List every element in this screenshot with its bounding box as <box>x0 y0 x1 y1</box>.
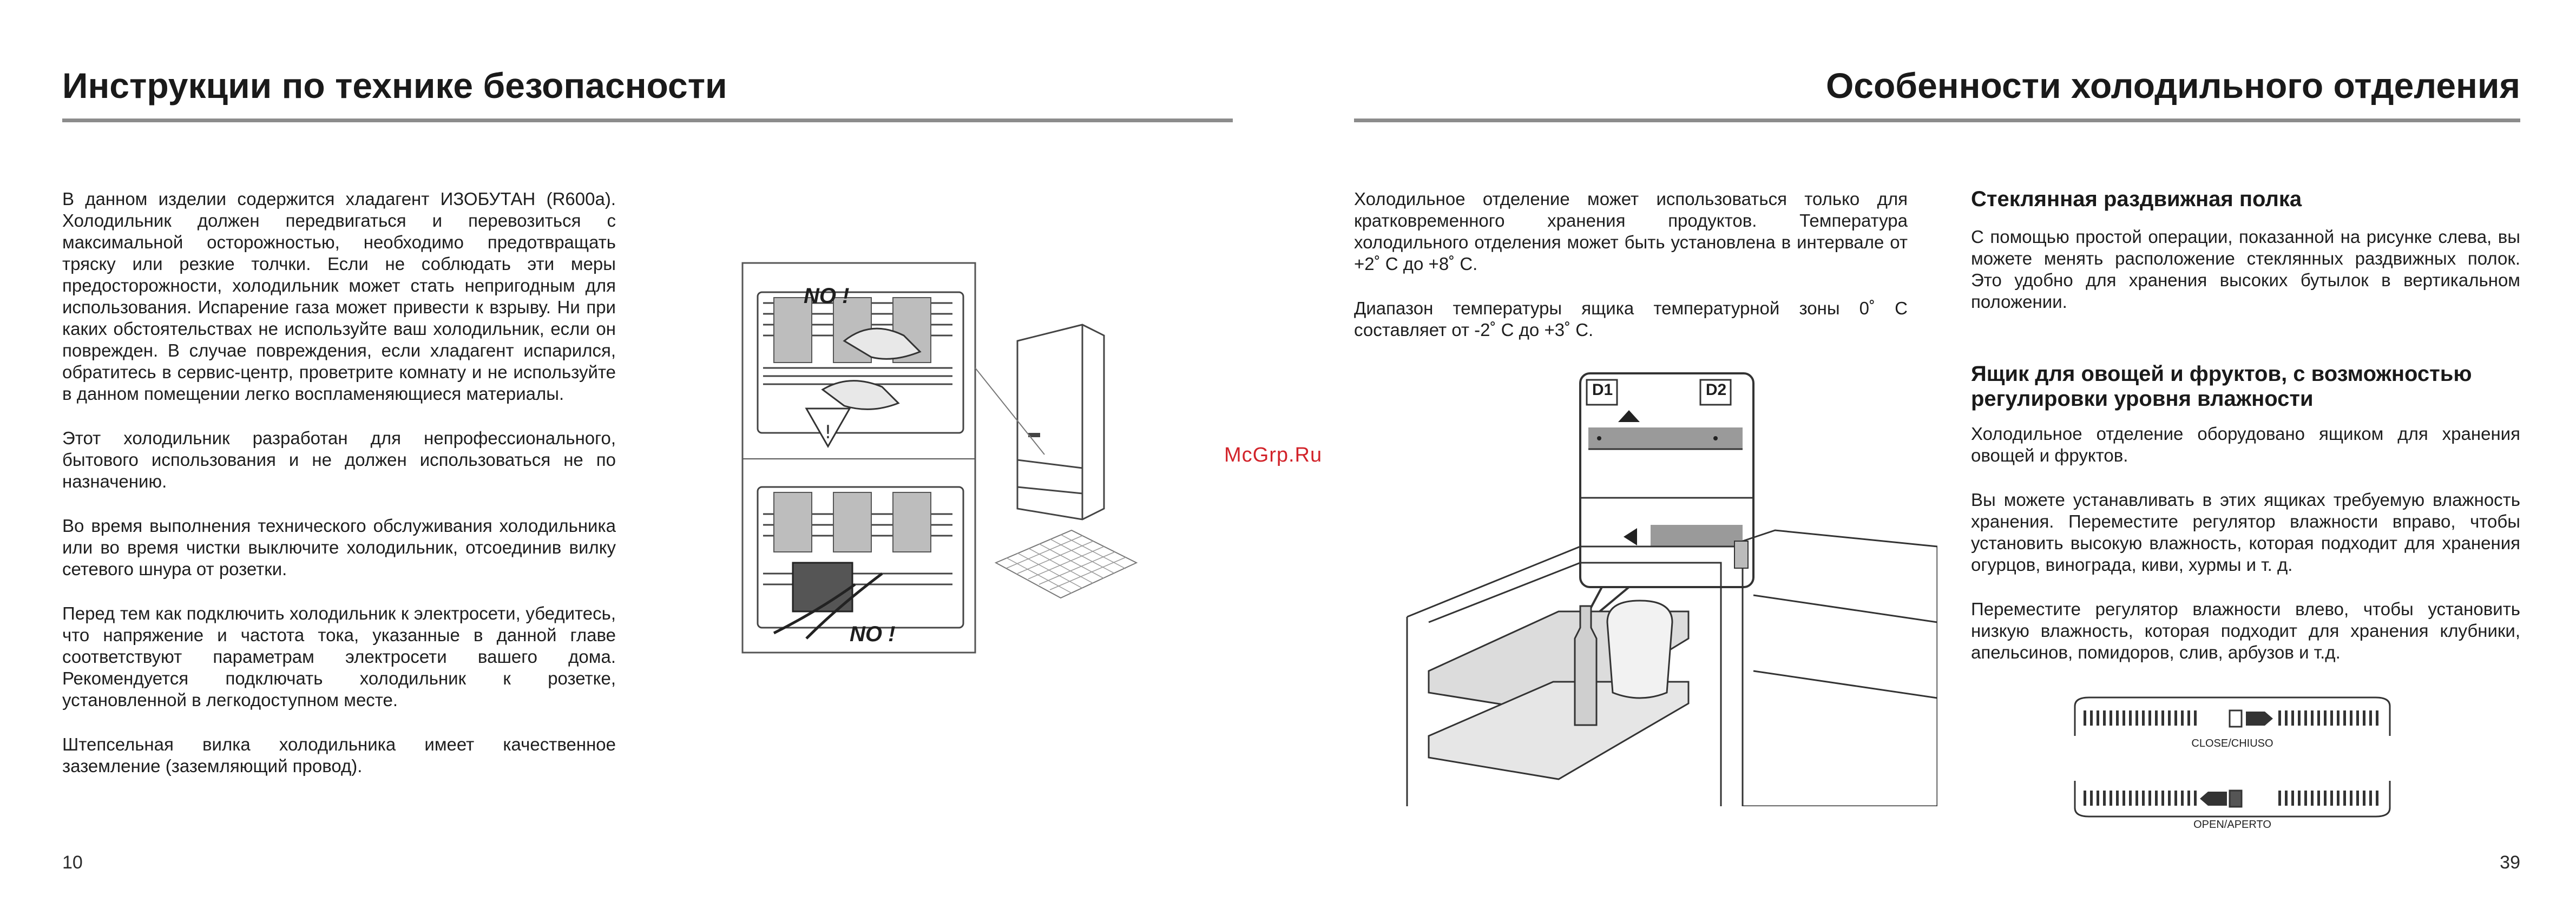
glass-shelf-paragraph: С помощью простой операции, показанной на рисунке слева, вы можете менять расположение стеклянных раздвижных полок. Это удобно для хранения высоких бутылок в вертикальном положении. <box>1971 227 2520 312</box>
slider-tick <box>2122 791 2125 806</box>
label-d1: D1 <box>1592 381 1613 399</box>
slider-tick <box>2148 710 2151 726</box>
left-body-text <box>62 188 616 800</box>
slider-tick <box>2317 791 2320 806</box>
right-title-rule <box>1354 119 2520 122</box>
safety-illustration <box>741 260 1142 657</box>
slider-tick <box>2097 710 2099 726</box>
slider-tick <box>2343 710 2346 726</box>
slider-tick <box>2116 710 2119 726</box>
slider-tick <box>2174 710 2177 726</box>
slider-tick <box>2376 710 2378 726</box>
left-paragraph-3: Во время выполнения технического обслуживания холодильника или во время чистки выключите холодильник, отсоединив вилку сетевого шнура от розетки. <box>62 516 616 579</box>
slider-tick <box>2168 791 2171 806</box>
slider-tick <box>2311 710 2314 726</box>
slider-tick <box>2363 791 2365 806</box>
crisper-paragraph-2: Вы можете устанавливать в этих ящиках требуемую влажность хранения. Переместите регулятор влажности вправо, чтобы установить высокую влажность, которая подходит для хранения огурцов, винограда, киви, хурмы и т. д. <box>1971 490 2520 575</box>
shelf-illustration <box>1396 368 1937 806</box>
slider-tick <box>2122 710 2125 726</box>
slider-tick <box>2129 710 2132 726</box>
right-paragraph-1: Холодильное отделение может использоваться только для кратковременного хранения продуктов. Температура холодильного отделения может быть установлена в интервале от +2˚ C до +8˚ C. <box>1354 189 1908 274</box>
slider-tick <box>2363 710 2365 726</box>
slider-tick <box>2285 710 2288 726</box>
section-glass-shelf-text <box>1971 226 2520 335</box>
slider-tick <box>2285 791 2288 806</box>
section-crisper-heading: Ящик для овощей и фруктов, с возможностью регулировки уровня влажности <box>1971 362 2472 411</box>
slider-tick <box>2187 791 2190 806</box>
label-d2: D2 <box>1705 381 1727 399</box>
right-page-number: 39 <box>2500 852 2520 873</box>
slider-tick <box>2369 710 2372 726</box>
slider-tick <box>2311 791 2314 806</box>
slider-tick <box>2369 791 2372 806</box>
crisper-paragraph-1: Холодильное отделение оборудовано ящиком для хранения овощей и фруктов. <box>1971 424 2520 465</box>
slider-tick <box>2298 791 2301 806</box>
slider-close-caption: CLOSE/CHIUSO <box>2191 738 2273 749</box>
section-crisper-text <box>1971 423 2520 686</box>
right-paragraph-2: Диапазон температуры ящика температурной зоны 0˚ C составляет от -2˚ C до +3˚ C. <box>1354 298 1908 340</box>
slider-tick <box>2330 710 2333 726</box>
slider-tick <box>2116 791 2119 806</box>
slider-tick <box>2168 710 2171 726</box>
slider-tick <box>2291 791 2294 806</box>
slider-tick <box>2090 710 2093 726</box>
slider-tick <box>2356 791 2359 806</box>
slider-tick <box>2324 791 2327 806</box>
slider-tick <box>2337 791 2340 806</box>
slider-tick <box>2350 791 2352 806</box>
slider-tick <box>2337 710 2340 726</box>
slider-tick <box>2174 791 2177 806</box>
slider-tick <box>2181 791 2184 806</box>
slider-tick <box>2155 791 2158 806</box>
slider-tick <box>2181 710 2184 726</box>
slider-tick <box>2278 791 2281 806</box>
left-title-rule <box>62 119 1233 122</box>
watermark: McGrp.Ru <box>1224 444 1323 466</box>
slider-tick <box>2291 710 2294 726</box>
left-page-number: 10 <box>62 852 83 873</box>
slider-tick <box>2356 710 2359 726</box>
slider-tick <box>2155 710 2158 726</box>
slider-tick <box>2350 710 2352 726</box>
slider-tick <box>2103 791 2106 806</box>
slider-tick <box>2084 791 2086 806</box>
slider-tick <box>2304 710 2307 726</box>
slider-tick <box>2084 710 2086 726</box>
slider-tick <box>2110 791 2112 806</box>
slider-tick <box>2317 710 2320 726</box>
slider-tick <box>2304 791 2307 806</box>
slider-tick <box>2187 710 2190 726</box>
slider-tick <box>2161 791 2164 806</box>
left-paragraph-1: В данном изделии содержится хладагент ИЗОБУТАН (R600a). Холодильник должен передвигаться и перевозиться с максимальной осторожностью, необходимо предотвращать тряску или резкие толчки. Если не соблюдать эти меры предосторожности, холодильник может стать непригодным для использования. Испарение газа может привести к взрыву. Ни при каких обстоятельствах не используйте ваш холодильник, если он поврежден. В случае повреждения, если хладагент испарился, обратитесь в сервис-центр, проветрите комнату и не используйте в данном помещении легко воспламеняющиеся материалы. <box>62 189 616 404</box>
slider-tick <box>2142 791 2145 806</box>
slider-tick <box>2343 791 2346 806</box>
slider-tick <box>2110 710 2112 726</box>
slider-tick <box>2135 791 2138 806</box>
humidity-slider-open <box>2073 775 2392 819</box>
slider-tick <box>2298 710 2301 726</box>
slider-open-caption: OPEN/APERTO <box>2193 819 2271 831</box>
right-intro-text <box>1354 188 1908 364</box>
no-label-top: NO ! <box>804 284 850 308</box>
slider-tick <box>2161 710 2164 726</box>
left-paragraph-4: Перед тем как подключить холодильник к электросети, убедитесь, что напряжение и частота тока, указанные в данной главе соответствуют параметрам электросети вашего дома. Рекомендуется подключать холодильник к розетке, установленной в легкодоступном месте. <box>62 603 616 710</box>
slider-tick <box>2129 791 2132 806</box>
slider-tick <box>2090 791 2093 806</box>
slider-tick <box>2194 710 2197 726</box>
slider-tick <box>2142 710 2145 726</box>
left-paragraph-2: Этот холодильник разработан для непрофессионального, бытового использования и не должен использоваться не по назначению. <box>62 428 616 491</box>
no-label-bottom: NO ! <box>850 622 896 646</box>
slider-tick <box>2324 710 2327 726</box>
slider-tick <box>2103 710 2106 726</box>
slider-tick <box>2097 791 2099 806</box>
slider-tick <box>2376 791 2378 806</box>
left-paragraph-5: Штепсельная вилка холодильника имеет качественное заземление (заземляющий провод). <box>62 734 616 776</box>
crisper-paragraph-3: Переместите регулятор влажности влево, чтобы установить низкую влажность, которая подходит для хранения клубники, апельсинов, помидоров, слив, арбузов и т.д. <box>1971 599 2520 662</box>
right-page-title: Особенности холодильного отделения <box>1825 65 2520 106</box>
svg-text:!: ! <box>824 422 832 443</box>
section-glass-shelf-heading: Стеклянная раздвижная полка <box>1971 187 2302 211</box>
humidity-slider-close <box>2073 695 2392 739</box>
slider-tick <box>2135 710 2138 726</box>
slider-tick <box>2148 791 2151 806</box>
slider-tick <box>2194 791 2197 806</box>
slider-tick <box>2278 710 2281 726</box>
left-page-title: Инструкции по технике безопасности <box>62 65 727 106</box>
slider-tick <box>2330 791 2333 806</box>
